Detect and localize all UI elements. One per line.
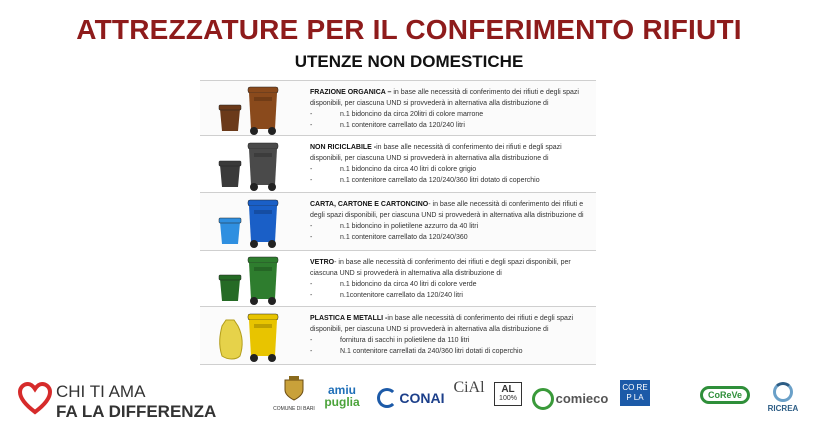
footer [0, 372, 818, 429]
coreve-label: CoReVe [700, 386, 750, 404]
row-item: - fornitura di sacchi in polietilene da 110 litri [310, 337, 470, 344]
conai-logo [376, 388, 446, 408]
comune-di-bari-logo [268, 376, 320, 413]
row-item: - n.1 contenitore carrellato da 120/240 litri [310, 122, 465, 129]
row-heading: FRAZIONE ORGANICA – [310, 89, 392, 96]
row-body: - in base alle necessità di conferimento dei rifiuti e degli spazi disponibili, per ciascuna UND si provvederà in alternativa alla distribuzione di [310, 259, 571, 277]
coat-of-arms-icon [283, 376, 305, 402]
amiu-line1: amiu [327, 383, 356, 397]
row-body: in base alle necessità di conferimento dei rifiuti e degli spazi disponibili, per ciascuna UND si provvederà in alternativa alla distribuzione di [310, 315, 573, 333]
equipment-row [200, 250, 596, 307]
equipment-row [200, 192, 596, 251]
cial-logo [452, 379, 486, 396]
page-title: ATTREZZATURE PER IL CONFERIMENTO RIFIUTI [76, 14, 742, 45]
comieco-recycle-icon [532, 388, 554, 410]
row-item: - n.1 bidoncino da circa 40 litri di colore verde [310, 281, 477, 288]
bins-illustration [214, 81, 294, 137]
corepla-line1: CO RE [622, 383, 648, 392]
row-item: - n.1 contenitore carrellato da 120/240/360 litri dotato di coperchio [310, 177, 540, 184]
cial-label: CiAl [453, 379, 485, 396]
page-subtitle: UTENZE NON DOMESTICHE [294, 52, 524, 71]
bins-illustration [214, 308, 294, 364]
comieco-label: comieco [555, 391, 609, 406]
conai-swirl-icon [377, 388, 397, 408]
campaign-line1: CHI TI AMA [56, 382, 146, 401]
comieco-logo [528, 388, 612, 410]
heart-recycle-icon [18, 382, 52, 416]
waste-bins-icon [214, 137, 294, 193]
row-item: - n.1 contenitore carrellato da 120/240/360 [310, 234, 468, 241]
row-body: - in base alle necessità di conferimento dei rifiuti e degli spazi disponibili, per ciascuna UND si provvederà in alternativa alla distribuzione di [310, 201, 584, 219]
equipment-row [200, 135, 596, 193]
conai-label: CONAI [399, 390, 445, 406]
row-description [310, 87, 592, 131]
waste-bins-icon [214, 81, 294, 137]
bins-illustration [214, 251, 294, 307]
waste-bins-icon [214, 251, 294, 307]
campaign-line2: FA LA DIFFERENZA [56, 402, 217, 421]
bins-illustration [214, 194, 294, 250]
row-item: - n.1 bidoncino da circa 20litri di colore marrone [310, 111, 484, 118]
row-description [310, 313, 592, 357]
row-body: in base alle necessità di conferimento dei rifiuti e degli spazi disponibili, per ciascuna UND si provvederà in alternativa alla distribuzione di [310, 89, 579, 107]
comune-label: COMUNE DI BARI [273, 406, 315, 412]
corepla-line2: P LA [626, 393, 644, 402]
equipment-row [200, 306, 596, 365]
ricrea-logo [760, 382, 806, 413]
al100-logo [494, 382, 522, 406]
coreve-logo [700, 386, 750, 404]
equipment-table [200, 80, 596, 363]
row-item: - n.1 bidoncino in polietilene azzurro da 40 litri [310, 223, 479, 230]
row-description [310, 142, 592, 186]
equipment-row [200, 80, 596, 136]
row-item: - n.1 bidoncino da circa 40 litri di colore grigio [310, 166, 477, 173]
amiu-puglia-logo [318, 384, 366, 408]
row-item: - N.1 contenitore carrellati da 240/360 litri dotati di coperchio [310, 348, 523, 355]
row-description [310, 199, 592, 243]
row-body: in base alle necessità di conferimento dei rifiuti e degli spazi disponibili, per ciascuna UND si provvederà in alternativa alla distribuzione di [310, 144, 562, 162]
waste-bins-icon [214, 194, 294, 250]
corepla-logo [620, 380, 650, 406]
row-heading: CARTA, CARTONE E CARTONCINO [310, 201, 429, 208]
row-heading: VETRO [310, 259, 335, 266]
amiu-line2: puglia [324, 395, 360, 409]
bins-illustration [214, 137, 294, 193]
row-heading: PLASTICA E METALLI - [310, 315, 388, 322]
row-heading: NON RICICLABILE - [310, 144, 377, 151]
ricrea-label: RICREA [767, 404, 799, 413]
al-line1: AL [501, 384, 515, 395]
row-item: - n.1contenitore carrellato da 120/240 litri [310, 292, 463, 299]
ricrea-icon [773, 382, 793, 402]
al-line2: 100% [499, 395, 517, 402]
row-description [310, 257, 592, 301]
waste-bins-icon [214, 308, 294, 364]
